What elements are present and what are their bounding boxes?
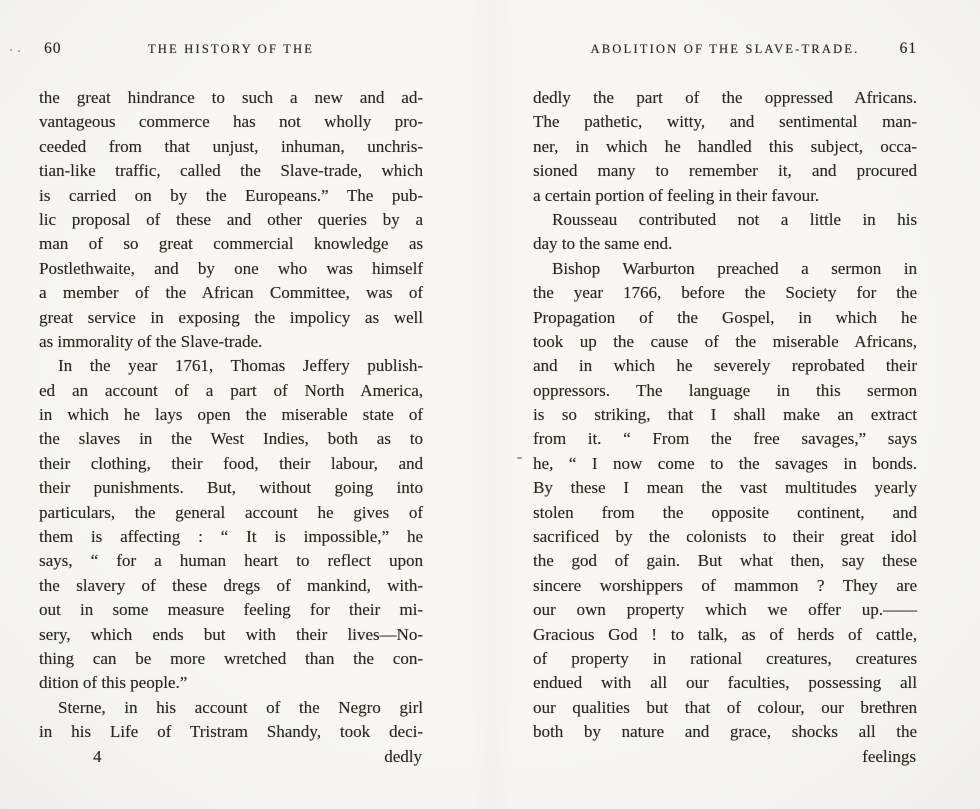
- text-line: the god of gain. But what then, say these: [533, 551, 917, 571]
- text-line: the great hindrance to such a new and ad-: [39, 88, 423, 107]
- text-line: Postlethwaite, and by one who was himself: [39, 258, 423, 278]
- text-line: dition of this people.”: [39, 673, 188, 693]
- footer-line-right: [533, 745, 917, 769]
- text-line: In the year 1761, Thomas Jeffery publish-: [58, 356, 423, 376]
- text-line: in which he lays open the miserable state of: [39, 405, 423, 425]
- text-line: man of so great commercial knowledge as: [39, 234, 423, 254]
- text-line: endued with all our faculties, possessing all: [533, 673, 917, 693]
- text-line: ner, in which he handled this subject, occa-: [533, 136, 917, 156]
- page-number-right: 61: [899, 40, 917, 57]
- book-page-left: [39, 40, 423, 785]
- text-line: Sterne, in his account of the Negro girl: [58, 697, 423, 717]
- book-page-right: [533, 40, 917, 785]
- text-line: ceeded from that unjust, inhuman, unchris-: [39, 136, 423, 156]
- text-line: says, “ for a human heart to reflect upon: [39, 551, 423, 571]
- text-line: the year 1766, before the Society for the: [533, 283, 917, 303]
- running-title-left: THE HISTORY OF THE: [147, 42, 315, 56]
- body-text-right: [533, 86, 917, 745]
- text-line: sacrificed by the colonists to their great idol: [533, 527, 917, 547]
- text-line: tian-like traffic, called the Slave-trade, which: [39, 161, 423, 181]
- text-line: took up the cause of the miserable Africans,: [533, 331, 917, 351]
- text-line: both by nature and grace, shocks all the: [533, 722, 917, 742]
- text-line: dedly the part of the oppressed Africans.: [533, 88, 917, 107]
- text-line: thing can be more wretched than the con-: [39, 648, 423, 668]
- text-line: their punishments. But, without going into: [39, 478, 423, 498]
- catchword-left: dedly: [384, 746, 422, 766]
- text-line: is carried on by the Europeans.” The pub-: [39, 185, 423, 205]
- body-text-left: [39, 86, 423, 745]
- text-line: The pathetic, witty, and sentimental man-: [533, 112, 917, 132]
- catchword-right: feelings: [862, 746, 916, 766]
- text-line: Gracious God ! to talk, as of herds of cattle,: [533, 624, 917, 644]
- text-line: them is affecting : “ It is impossible,” he: [39, 527, 423, 547]
- signature-mark: 4: [93, 746, 102, 766]
- text-line: of property in rational creatures, creatures: [533, 648, 917, 668]
- text-line: the slaves in the West Indies, both as to: [39, 429, 423, 449]
- text-line: By these I mean the vast multitudes yearly: [533, 478, 917, 498]
- footer-line-left: [39, 745, 423, 769]
- page-gutter-shading: [468, 0, 516, 809]
- text-line: in his Life of Tristram Shandy, took deci-: [39, 722, 423, 742]
- text-line: oppressors. The language in this sermon: [533, 380, 917, 400]
- scan-speck: [18, 50, 20, 52]
- text-line: day to the same end.: [533, 234, 673, 254]
- text-line: our qualities but that of colour, our brethren: [533, 697, 917, 717]
- text-line: Bishop Warburton preached a sermon in: [552, 258, 917, 278]
- text-line: and in which he severely reprobated their: [533, 356, 917, 376]
- scan-speck: [517, 457, 522, 459]
- text-line: great service in exposing the impolicy as well: [39, 307, 423, 327]
- text-line: as immorality of the Slave-trade.: [39, 331, 263, 351]
- footer-left: [39, 745, 423, 769]
- text-line: he, “ I now come to the savages in bonds.: [533, 453, 917, 473]
- text-line: a member of the African Committee, was of: [39, 283, 423, 303]
- text-line: sery, which ends but with their lives—No-: [39, 624, 423, 644]
- text-line: is so striking, that I shall make an extract: [533, 405, 917, 425]
- text-line: lic proposal of these and other queries by a: [39, 209, 423, 229]
- scan-speck: [10, 49, 12, 51]
- footer-right: [533, 745, 917, 769]
- text-line: sioned many to remember it, and procured: [533, 161, 917, 181]
- text-line: Rousseau contributed not a little in his: [552, 209, 917, 229]
- text-line: ed an account of a part of North America,: [39, 380, 423, 400]
- text-line: stolen from the opposite continent, and: [533, 502, 917, 522]
- page-number-left: 60: [44, 40, 62, 57]
- text-line: out in some measure feeling for their mi-: [39, 600, 423, 620]
- text-line: their clothing, their food, their labour, and: [39, 453, 423, 473]
- text-line: our own property which we offer up.——: [533, 600, 917, 620]
- text-line: vantageous commerce has not wholly pro-: [39, 112, 423, 132]
- running-title-right: ABOLITION OF THE SLAVE-TRADE.: [590, 42, 860, 56]
- running-head-right: [533, 40, 917, 62]
- text-line: particulars, the general account he gives of: [39, 502, 423, 522]
- text-line: from it. “ From the free savages,” says: [533, 429, 917, 449]
- text-line: sincere worshippers of mammon ? They are: [533, 575, 917, 595]
- text-line: the slavery of these dregs of mankind, with-: [39, 575, 423, 595]
- running-head-left: [39, 40, 423, 62]
- text-line: Propagation of the Gospel, in which he: [533, 307, 917, 327]
- text-line: a certain portion of feeling in their favour.: [533, 185, 820, 205]
